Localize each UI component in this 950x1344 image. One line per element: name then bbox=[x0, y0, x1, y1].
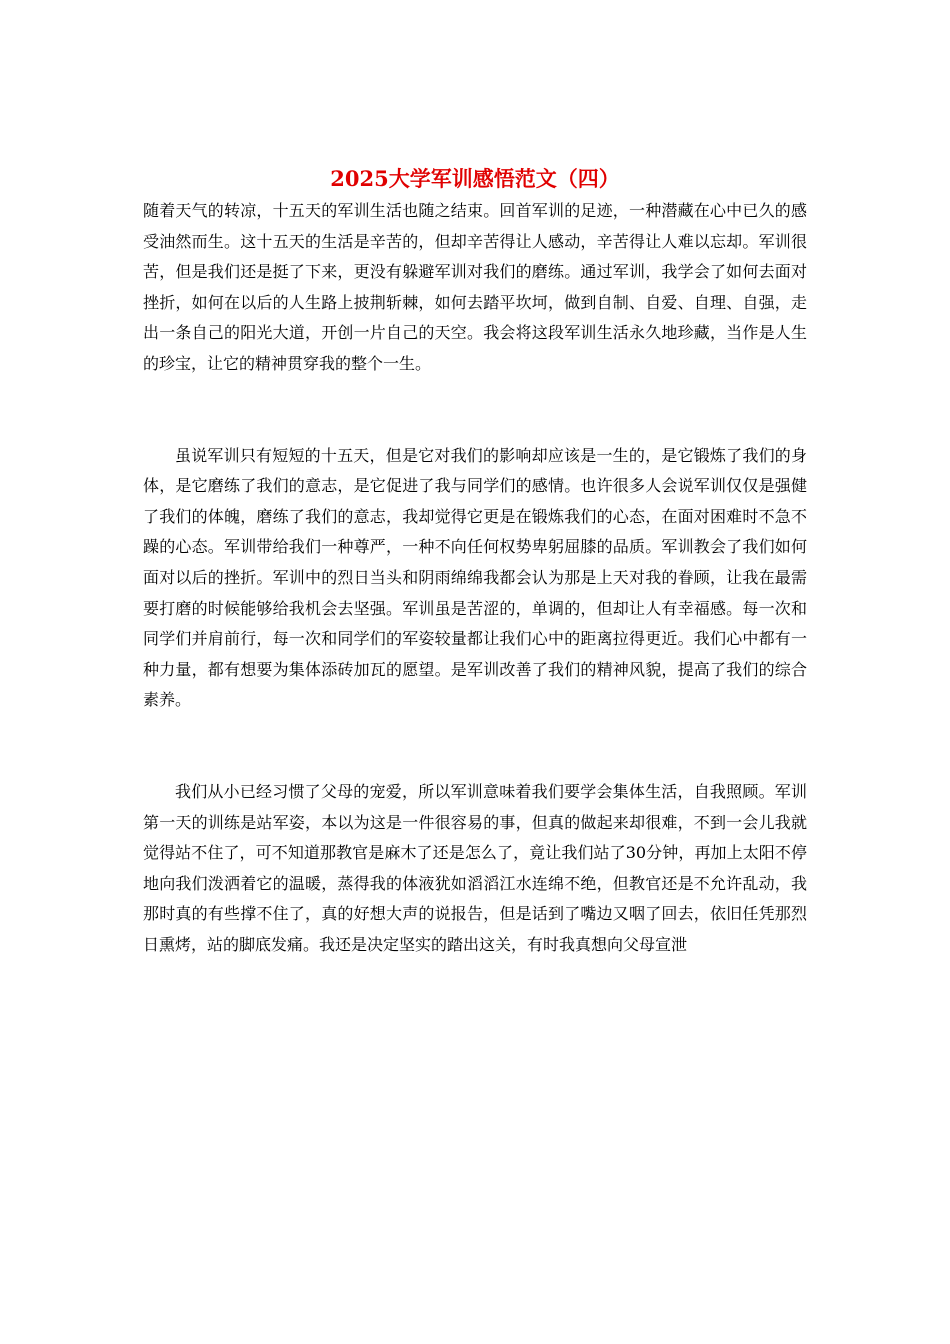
paragraph-2: 虽说军训只有短短的十五天，但是它对我们的影响却应该是一生的，是它锻炼了我们的身体，是它磨练了我们的意志，是它促进了我与同学们的感情。也许很多人会说军训仅仅是强健了我们的体魄，磨练了我们的意志，我却觉得它更是在锻炼我们的心态，在面对困难时不急不躁的心态。军训带给我们一种尊严，一种不向任何权势卑躬屈膝的品质。军训教会了我们如何面对以后的挫折。军训中的烈日当头和阴雨绵绵我都会认为那是上天对我的眷顾，让我在最需要打磨的时候能够给我机会去坚强。军训虽是苦涩的，单调的，但却让人有幸福感。每一次和同学们并肩前行，每一次和同学们的军姿较量都让我们心中的距离拉得更近。我们心中都有一种力量，都有想要为集体添砖加瓦的愿望。是军训改善了我们的精神风貌，提高了我们的综合素养。 bbox=[143, 445, 807, 710]
paragraph-3: 我们从小已经习惯了父母的宠爱，所以军训意味着我们要学会集体生活，自我照顾。军训第一天的训练是站军姿，本以为这是一件很容易的事，但真的做起来却很难，不到一会儿我就觉得站不住了，可不知道那教官是麻木了还是怎么了，竟让我们站了30分钟，再加上太阳不停地向我们泼洒着它的温暖，蒸得我的体液犹如滔滔江水连绵不绝，但教官还是不允许乱动，我那时真的有些撑不住了，真的好想大声的说报告，但是话到了嘴边又咽了回去，依旧任凭那烈日熏烤，站的脚底发痛。我还是决定坚实的踏出这关，有时我真想向父母宣泄 bbox=[143, 781, 807, 954]
paragraph-gap bbox=[143, 380, 807, 441]
paragraph-gap bbox=[143, 716, 807, 777]
document-body bbox=[143, 196, 807, 960]
paragraph-1: 随着天气的转凉，十五天的军训生活也随之结束。回首军训的足迹，一种潜藏在心中已久的感受油然而生。这十五天的生活是辛苦的，但却辛苦得让人感动，辛苦得让人难以忘却。军训很苦，但是我们还是挺了下来，更没有躲避军训对我们的磨练。通过军训，我学会了如何去面对挫折，如何在以后的人生路上披荆斩棘，如何去踏平坎坷，做到自制、自爱、自理、自强，走出一条自己的阳光大道，开创一片自己的天空。我会将这段军训生活永久地珍藏，当作是人生的珍宝，让它的精神贯穿我的整个一生。 bbox=[143, 201, 807, 373]
document-title: 2025大学军训感悟范文（四） bbox=[330, 166, 620, 192]
